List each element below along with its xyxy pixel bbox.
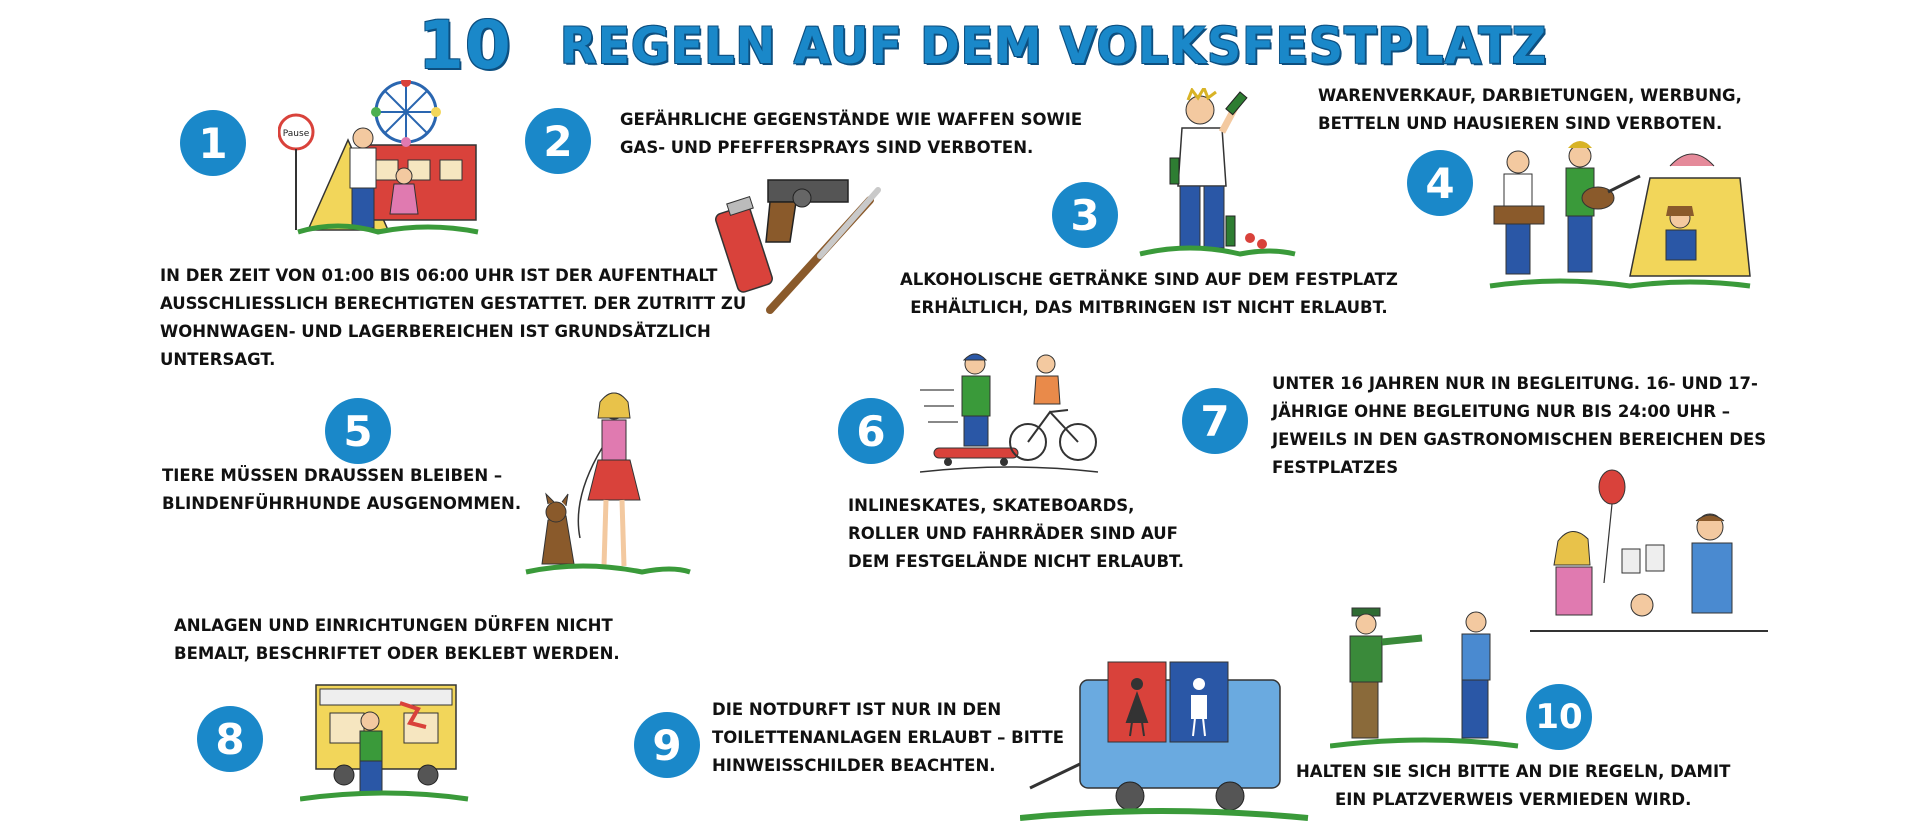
rule-2-badge: 2 — [525, 108, 591, 174]
rule-6-badge: 6 — [838, 398, 904, 464]
sign-text: Pause — [282, 129, 310, 139]
rule-4-badge: 4 — [1407, 150, 1473, 216]
rule-5-text: TIERE MÜSSEN DRAUSSEN BLEIBEN – BLINDENFÜHRHUNDE AUSGENOMMEN. — [162, 466, 522, 513]
rule-1-text: IN DER ZEIT VON 01:00 BIS 06:00 UHR IST DER AUFENTHALT AUSSCHLIESSLICH BERECHTIGTEN GESTATTET. DER ZUTRITT ZU WOHNWAGEN- UND LAGERBEREICHEN IST GRUNDSÄTZLICH UNTERSAGT. — [160, 266, 747, 369]
vendors-musician-illustration — [1480, 136, 1755, 301]
rule-7-text: UNTER 16 JAHREN NUR IN BEGLEITUNG. 16- UND 17- JÄHRIGE OHNE BEGLEITUNG NUR BIS 24:00 UHR – JEWEILS IN DEN GASTRONOMISCHEN BEREICHEN DES FESTPLATZES — [1272, 374, 1767, 477]
rule-6-text: INLINESKATES, SKATEBOARDS, ROLLER UND FAHRRÄDER SIND AUF DEM FESTGELÄNDE NICHT ERLAUBT. — [848, 496, 1185, 571]
rule-1-badge: 1 — [180, 110, 246, 176]
rule-8-text: ANLAGEN UND EINRICHTUNGEN DÜRFEN NICHT BEMALT, BESCHRIFTET ODER BEKLEBT WERDEN. — [174, 616, 620, 663]
family-at-fairground-illustration — [278, 80, 518, 240]
toilet-trailer-illustration — [1020, 652, 1310, 832]
rule-5-badge: 5 — [325, 398, 391, 464]
rule-4-text: WARENVERKAUF, DARBIETUNGEN, WERBUNG, BETTELN UND HAUSIEREN SIND VERBOTEN. — [1318, 86, 1742, 133]
man-drinking-illustration — [1130, 88, 1300, 263]
gun-knife-spray-illustration — [710, 160, 890, 320]
woman-with-dog-illustration — [522, 388, 692, 588]
rule-7-badge: 7 — [1182, 388, 1248, 454]
rule-10-text: HALTEN SIE SICH BITTE AN DIE REGELN, DAMIT EIN PLATZVERWEIS VERMIEDEN WIRD. — [1296, 762, 1731, 809]
title-number: 10 — [418, 7, 512, 84]
rule-3-badge: 3 — [1052, 182, 1118, 248]
graffiti-trailer-illustration — [300, 675, 470, 805]
page-title: REGELN AUF DEM VOLKSFESTPLATZ — [560, 17, 1548, 75]
rule-10-badge: 10 — [1526, 684, 1592, 750]
officer-expelling-illustration — [1330, 602, 1520, 752]
rule-2-text: GEFÄHRLICHE GEGENSTÄNDE WIE WAFFEN SOWIE GAS- UND PFEFFERSPRAYS SIND VERBOTEN. — [620, 110, 1083, 157]
rule-3-text: ALKOHOLISCHE GETRÄNKE SIND AUF DEM FESTPLATZ ERHÄLTLICH, DAS MITBRINGEN IST NICHT ERLAUBT. — [900, 270, 1398, 317]
rule-8-badge: 8 — [197, 706, 263, 772]
skater-cyclist-illustration — [920, 350, 1100, 480]
rule-9-badge: 9 — [634, 712, 700, 778]
family-with-balloon-illustration — [1530, 465, 1770, 640]
rule-9-text: DIE NOTDURFT IST NUR IN DEN TOILETTENANLAGEN ERLAUBT – BITTE HINWEISSCHILDER BEACHTEN. — [712, 700, 1065, 775]
